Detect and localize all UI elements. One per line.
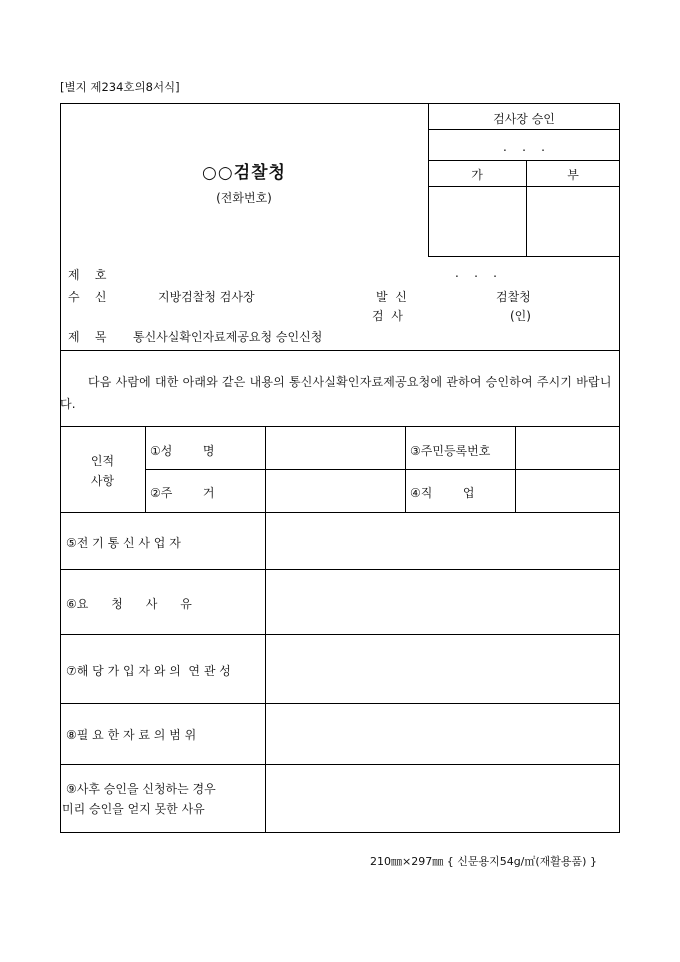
post-approval-label-line1: ⑨사후 승인을 신청하는 경우: [66, 782, 216, 796]
approval-approve-label: 가: [471, 168, 483, 182]
header-divider: [60, 350, 620, 351]
name-label: ①성 명: [150, 444, 215, 458]
subject-value: 통신사실확인자료제공요청 승인신청: [133, 330, 323, 344]
approval-line-2: [428, 160, 620, 161]
seal-mark: (인): [510, 309, 531, 323]
approval-line-1: [428, 129, 620, 130]
approval-title: 검사장 승인: [493, 112, 555, 126]
relation-label: ⑦해 당 가 입 자 와 의 연 관 성: [66, 664, 231, 678]
name-field[interactable]: [266, 427, 404, 468]
reject-signature-box[interactable]: [527, 187, 619, 255]
person-section-label-line2: 사항: [90, 474, 115, 488]
resident-number-label: ③주민등록번호: [410, 444, 491, 458]
document-date: . . .: [455, 266, 497, 280]
address-field[interactable]: [266, 470, 404, 511]
post-approval-label-line2: 미리 승인을 얻지 못한 사유: [62, 802, 205, 816]
prosecutor-label: 검 사: [372, 309, 403, 323]
approval-reject-label: 부: [567, 168, 579, 182]
address-label: ②주 거: [150, 486, 215, 500]
subject-label: 제 목: [68, 330, 107, 344]
relation-field[interactable]: [266, 635, 619, 702]
sender-office: 검찰청: [496, 290, 531, 304]
occupation-field[interactable]: [516, 470, 619, 511]
reason-field[interactable]: [266, 570, 619, 633]
reason-label: ⑥요 청 사 유: [66, 597, 192, 611]
carrier-label: ⑤전 기 통 신 사 업 자: [66, 536, 181, 550]
approval-date: . . .: [503, 140, 545, 154]
document-number-label: 제 호: [68, 268, 107, 282]
approve-signature-box[interactable]: [429, 187, 525, 255]
scope-field[interactable]: [266, 704, 619, 763]
office-title: ○○검찰청: [202, 163, 286, 183]
approval-bottom: [428, 256, 620, 257]
recipient-label: 수 신: [68, 290, 107, 304]
form-number-label: [별지 제234호의8서식]: [60, 80, 180, 94]
request-body-text: 다음 사람에 대한 아래와 같은 내용의 통신사실확인자료제공요청에 관하여 승인하여 주시기 바랍니다.: [60, 375, 612, 411]
recipient-value: 지방검찰청 검사장: [158, 290, 255, 304]
person-section-label-line1: 인적: [90, 454, 115, 468]
sender-label: 발 신: [376, 290, 407, 304]
office-phone: (전화번호): [216, 191, 272, 205]
scope-label: ⑧필 요 한 자 료 의 범 위: [66, 728, 197, 742]
paper-spec-footer: 210㎜×297㎜ { 신문용지54g/㎡(재활용품) }: [370, 855, 597, 868]
occupation-label: ④직 업: [410, 486, 475, 500]
resident-number-field[interactable]: [516, 427, 619, 468]
carrier-field[interactable]: [266, 513, 619, 568]
post-approval-reason-field[interactable]: [266, 765, 619, 832]
